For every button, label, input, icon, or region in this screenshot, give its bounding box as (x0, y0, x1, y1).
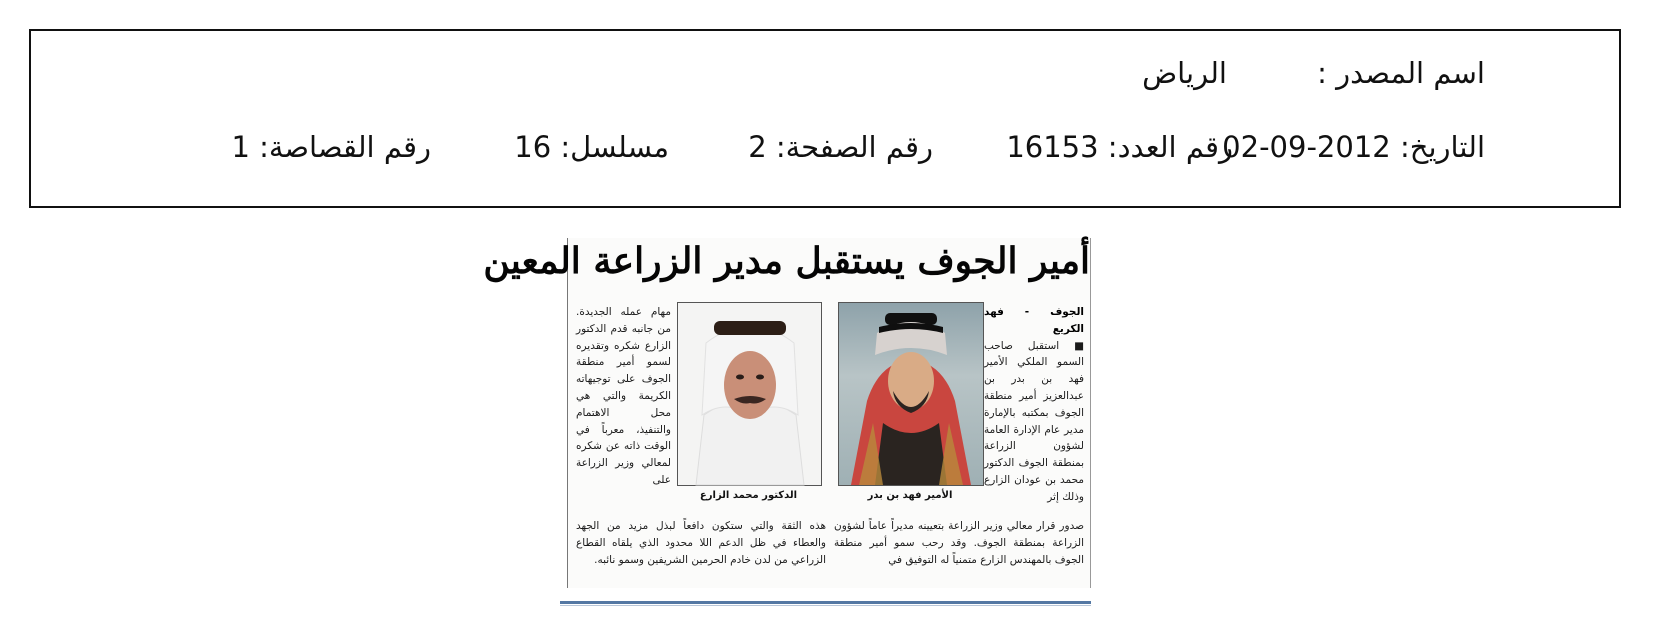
prince-portrait-image (839, 303, 983, 485)
clipping-divider (560, 601, 1091, 604)
clipping-number-field: رقم القصاصة: 1 (231, 130, 431, 164)
doctor-portrait-image (678, 303, 821, 485)
prince-photo-caption: الأمير فهد بن بدر (867, 490, 953, 501)
prince-photo (838, 302, 984, 486)
article-column-right (984, 304, 1084, 514)
source-value: الرياض (1142, 56, 1227, 90)
article-column-left: مهام عمله الجديدة. من جانبه قدم الدكتور الزارع شكره وتقديره لسمو أمير منطقة الجوف على توجيهاته الكريمة والتي هي محل الاهتمام والتنفيذ، معرباً في الوقت ذاته عن شكره لمعالي وزير الزراعة على (576, 306, 671, 486)
serial-field: مسلسل: 16 (514, 130, 669, 164)
article-byline: الجوف - فهد الكريع (984, 306, 1084, 335)
article-bottom-left: هذه الثقة والتي ستكون دافعاً لبذل مزيد من الجهد والعطاء في ظل الدعم اللا محدود الذي يلقاه القطاع الزراعي من لدن خادم الحرمين الشريفين وسمو نائبه. (576, 520, 826, 566)
doctor-photo (677, 302, 822, 486)
article-body-right: ■ استقبل صاحب السمو الملكي الأمير فهد بن بدر بن عبدالعزيز أمير منطقة الجوف بمكتبه بالإمارة مدير عام الإدارة العامة لشؤون الزراعة بمنطقة الجوف الدكتور محمد بن عودان الزارع وذلك إثر (984, 339, 1084, 503)
newspaper-clipping (483, 238, 1091, 588)
date-field: التاريخ: 2012-09-02 (1222, 130, 1485, 164)
source-label: اسم المصدر : (1317, 56, 1485, 90)
clipping-divider-shadow (560, 605, 1091, 606)
doctor-photo-caption: الدكتور محمد الزارع (699, 490, 798, 501)
article-headline: أمير الجوف يستقبل مدير الزراعة المعين (483, 240, 1090, 282)
page-number-field: رقم الصفحة: 2 (748, 130, 933, 164)
article-bottom-right: صدور قرار معالي وزير الزراعة بتعيينه مديراً عاماً لشؤون الزراعة بمنطقة الجوف. وقد رحب سمو أمير منطقة الجوف بالمهندس الزارع متمنياً له التوفيق في (834, 520, 1084, 566)
issue-number-field: رقم العدد: 16153 (1006, 130, 1233, 164)
